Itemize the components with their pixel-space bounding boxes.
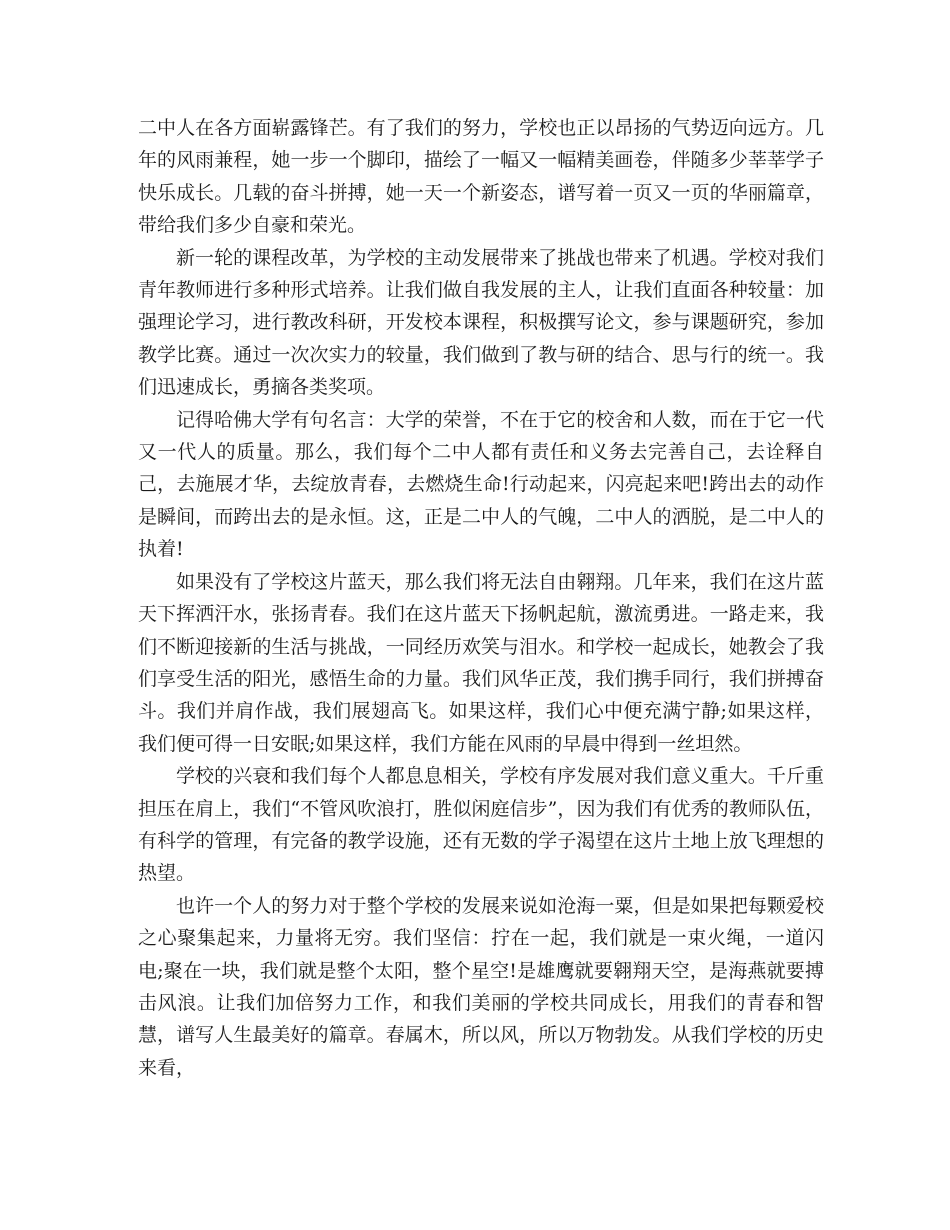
paragraph-3: 记得哈佛大学有句名言：大学的荣誉，不在于它的校舍和人数，而在于它一代又一代人的质量。那么，我们每个二中人都有责任和义务去完善自己，去诠释自己，去施展才华，去绽放青春，去燃烧生命!行动起来，闪亮起来吧!跨出去的动作是瞬间，而跨出去的是永恒。这，正是二中人的气魄，二中人的洒脱，是二中人的执着! xyxy=(138,408,824,561)
paragraph-4: 如果没有了学校这片蓝天，那么我们将无法自由翱翔。几年来，我们在这片蓝天下挥洒汗水，张扬青春。我们在这片蓝天下扬帆起航，激流勇进。一路走来，我们不断迎接新的生活与挑战，一同经历欢笑与泪水。和学校一起成长，她教会了我们享受生活的阳光，感悟生命的力量。我们风华正茂，我们携手同行，我们拼搏奋斗。我们并肩作战，我们展翅高飞。如果这样，我们心中便充满宁静;如果这样，我们便可得一日安眠;如果这样，我们方能在风雨的早晨中得到一丝坦然。 xyxy=(138,570,824,755)
document-body xyxy=(138,112,824,1084)
paragraph-1: 二中人在各方面崭露锋芒。有了我们的努力，学校也正以昂扬的气势迈向远方。几年的风雨兼程，她一步一个脚印，描绘了一幅又一幅精美画卷，伴随多少莘莘学子快乐成长。几载的奋斗拼搏，她一天一个新姿态，谱写着一页又一页的华丽篇章，带给我们多少自豪和荣光。 xyxy=(138,117,824,237)
paragraph-6: 也许一个人的努力对于整个学校的发展来说如沧海一粟，但是如果把每颗爱校之心聚集起来，力量将无穷。我们坚信：拧在一起，我们就是一束火绳，一道闪电;聚在一块，我们就是整个太阳，整个星空!是雄鹰就要翱翔天空，是海燕就要搏击风浪。让我们加倍努力工作，和我们美丽的学校共同成长，用我们的青春和智慧，谱写人生最美好的篇章。春属木，所以风，所以万物勃发。从我们学校的历史来看， xyxy=(138,894,824,1079)
paragraph-2: 新一轮的课程改革，为学校的主动发展带来了挑战也带来了机遇。学校对我们青年教师进行多种形式培养。让我们做自我发展的主人，让我们直面各种较量：加强理论学习，进行教改科研，开发校本课程，积极撰写论文，参与课题研究，参加教学比赛。通过一次次实力的较量，我们做到了教与研的结合、思与行的统一。我们迅速成长，勇摘各类奖项。 xyxy=(138,246,824,399)
paragraph-5: 学校的兴衰和我们每个人都息息相关，学校有序发展对我们意义重大。千斤重担压在肩上，我们“不管风吹浪打，胜似闲庭信步”，因为我们有优秀的教师队伍，有科学的管理，有完备的教学设施，还有无数的学子渴望在这片土地上放飞理想的热望。 xyxy=(138,765,824,885)
